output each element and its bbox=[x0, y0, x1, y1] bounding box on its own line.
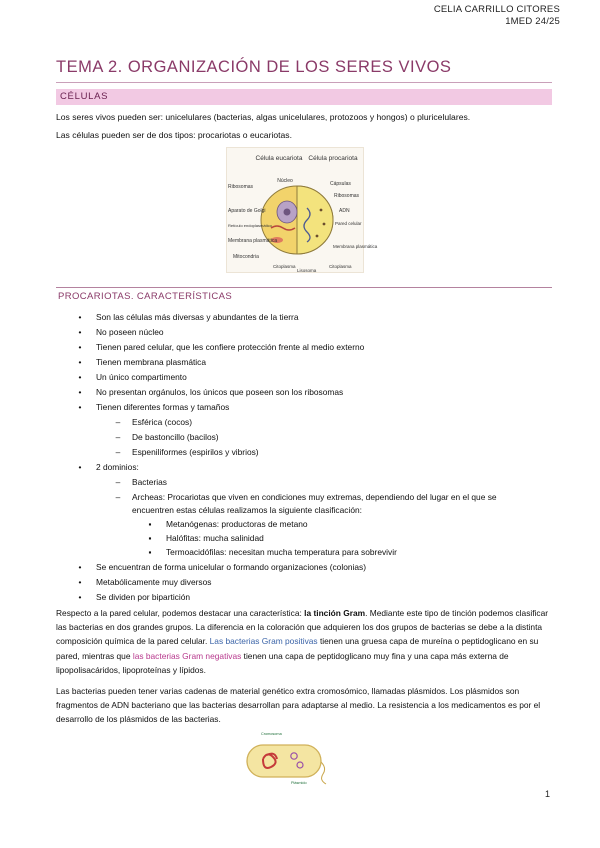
page-number: 1 bbox=[544, 789, 550, 799]
label-golgi: Aparato de Golgi bbox=[228, 208, 266, 214]
square-bullet-icon: ▪ bbox=[148, 547, 152, 557]
title-divider bbox=[56, 82, 552, 83]
label-membrana-right: Membrana plasmática bbox=[333, 244, 378, 249]
label-lisosoma: Lisosoma bbox=[297, 268, 317, 273]
bullet-icon: • bbox=[78, 312, 82, 322]
nucleolus-shape bbox=[284, 209, 291, 216]
section-heading-procariotas: PROCARIOTAS. CARACTERÍSTICAS bbox=[58, 291, 233, 302]
dash-icon: – bbox=[115, 447, 121, 457]
label-reticulo: Retículo endoplasmático bbox=[228, 223, 272, 228]
gram-stain-term: la tinción Gram bbox=[304, 608, 366, 618]
label-membrana-left: Membrana plasmática bbox=[228, 238, 278, 244]
paragraph-pared-celular: Respecto a la pared celular, podemos destacar una característica: la tinción Gram. Mediante este tipo de tinción podemos clasificar las bacterias en dos grandes grupos. La diferencia en la coloración que adquieren los dos grupos de bacterias se debe a la distinta composición química de la pared celular. Las bacterias Gram positivas tienen una gruesa capa de mureína o peptidoglicano en su pared, mientras que las bacterias Gram negativas tienen una capa de peptidoglicano muy fina y una capa más externa de lipopolisacáridos, lipoproteínas y lípidos. bbox=[56, 608, 549, 675]
dash-icon: – bbox=[115, 492, 121, 502]
flagellum-shape bbox=[321, 762, 326, 784]
square-bullet-icon: ▪ bbox=[148, 533, 152, 543]
label-pared: Pared celular bbox=[335, 221, 362, 226]
paragraph-seres-vivos: Los seres vivos pueden ser: unicelulares (bacterias, algas unicelulares, protozoos y hongos) o pluricelulares. bbox=[56, 112, 471, 122]
dash-icon: – bbox=[115, 477, 121, 487]
dash-icon: – bbox=[115, 417, 121, 427]
label-plasmido: Plásmido bbox=[291, 781, 307, 785]
label-capsulas: Cápsulas bbox=[330, 181, 351, 187]
bacterium-shape bbox=[247, 745, 321, 777]
label-adn: ADN bbox=[339, 208, 350, 214]
bullet-icon: • bbox=[78, 562, 82, 572]
section-heading-celulas: CÉLULAS bbox=[60, 91, 109, 102]
label-ribosomas-left: Ribosomas bbox=[228, 184, 254, 190]
section-band-celulas bbox=[56, 89, 552, 105]
bullet-icon: • bbox=[78, 327, 82, 337]
label-euk-1: Célula eucariota bbox=[255, 155, 303, 162]
cell-diagram bbox=[227, 148, 378, 273]
gram-positive-term: Las bacterias Gram positivas bbox=[209, 636, 318, 647]
bullet-icon: • bbox=[78, 402, 82, 412]
bacterium-figure bbox=[243, 729, 329, 785]
bullet-icon: • bbox=[78, 357, 82, 367]
prokaryotic-cell-half bbox=[297, 186, 333, 254]
bullet-icon: • bbox=[78, 577, 82, 587]
course-label: 1MED 24/25 bbox=[505, 16, 560, 27]
bullet-icon: • bbox=[78, 372, 82, 382]
bullet-icon: • bbox=[78, 592, 82, 602]
label-citoplasma-1: Citoplasma bbox=[273, 264, 296, 269]
dash-icon: – bbox=[115, 432, 121, 442]
page-header bbox=[434, 4, 560, 28]
page-title: TEMA 2. ORGANIZACIÓN DE LOS SERES VIVOS bbox=[56, 58, 452, 76]
bullet-icon: • bbox=[78, 462, 82, 472]
paragraph-tipos-celulas: Las células pueden ser de dos tipos: procariotas o eucariotas. bbox=[56, 130, 292, 140]
square-bullet-icon: ▪ bbox=[148, 519, 152, 529]
cell-comparison-figure bbox=[226, 147, 378, 273]
label-mitocondria: Mitocondria bbox=[233, 254, 259, 260]
label-prok-1: Célula procariota bbox=[308, 155, 358, 162]
bullet-icon: • bbox=[78, 342, 82, 352]
section-divider bbox=[56, 287, 552, 288]
label-ribosomas-right: Ribosomas bbox=[334, 193, 360, 199]
bacterium-diagram bbox=[243, 729, 329, 785]
gram-negative-term: las bacterias Gram negativas bbox=[132, 650, 242, 661]
label-citoplasma-2: Citoplasma bbox=[329, 264, 352, 269]
author-name: CELIA CARRILLO CITORES bbox=[433, 4, 560, 15]
label-cromosoma: Cromosoma bbox=[261, 732, 282, 736]
paragraph-plasmidos: Las bacterias pueden tener varias cadenas de material genético extra cromosómico, llamadas plásmidos. Los plásmidos son fragmentos de ADN bacteriano que las bacterias desarrollan para adaptarse al medio. La resistencia a los medicamentos es por el desarrollo de los plásmidos de las bacterias. bbox=[56, 686, 541, 725]
bullet-icon: • bbox=[78, 387, 82, 397]
label-nucleo: Núcleo bbox=[277, 178, 293, 184]
